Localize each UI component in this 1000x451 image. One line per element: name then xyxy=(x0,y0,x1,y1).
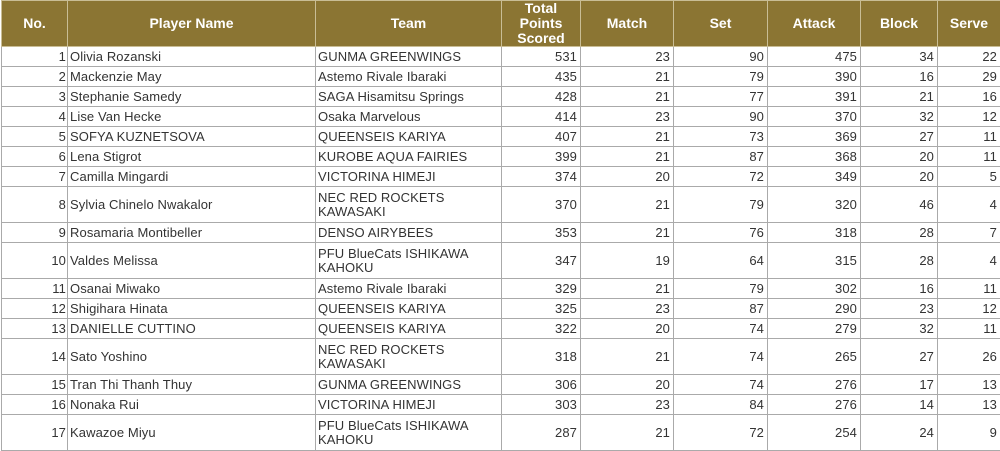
table-header xyxy=(2,1,1000,47)
set-cell: 74 xyxy=(674,339,768,375)
set-cell: 79 xyxy=(674,67,768,87)
table-row xyxy=(2,279,1000,299)
player-name-cell: SOFYA KUZNETSOVA xyxy=(68,127,316,147)
team-name-line: VICTORINA HIMEJI xyxy=(318,396,436,412)
attack-cell: 276 xyxy=(768,395,861,415)
block-cell: 34 xyxy=(861,47,938,67)
set-cell: 74 xyxy=(674,319,768,339)
block-cell: 32 xyxy=(861,319,938,339)
row-number: 17 xyxy=(2,415,68,451)
team-cell xyxy=(316,243,502,279)
team-name-line: KAHOKU xyxy=(318,259,374,275)
player-name-cell: Lena Stigrot xyxy=(68,147,316,167)
table-body xyxy=(2,47,1000,451)
header-block[interactable]: Block xyxy=(861,1,938,47)
serve-cell: 5 xyxy=(938,167,1000,187)
set-cell: 73 xyxy=(674,127,768,147)
serve-cell: 16 xyxy=(938,87,1000,107)
match-cell: 23 xyxy=(581,47,674,67)
player-name-cell: DANIELLE CUTTINO xyxy=(68,319,316,339)
attack-cell: 370 xyxy=(768,107,861,127)
attack-cell: 265 xyxy=(768,339,861,375)
total-points-cell: 353 xyxy=(502,223,581,243)
team-cell xyxy=(316,127,502,147)
player-name-cell: Kawazoe Miyu xyxy=(68,415,316,451)
table-row xyxy=(2,47,1000,67)
serve-cell: 22 xyxy=(938,47,1000,67)
table-row xyxy=(2,223,1000,243)
block-cell: 32 xyxy=(861,107,938,127)
serve-cell: 9 xyxy=(938,415,1000,451)
match-cell: 20 xyxy=(581,375,674,395)
team-name-line: SAGA Hisamitsu Springs xyxy=(318,88,464,104)
serve-cell: 7 xyxy=(938,223,1000,243)
team-cell xyxy=(316,279,502,299)
total-points-cell: 374 xyxy=(502,167,581,187)
player-name-cell: Tran Thi Thanh Thuy xyxy=(68,375,316,395)
match-cell: 23 xyxy=(581,299,674,319)
serve-cell: 4 xyxy=(938,243,1000,279)
total-points-cell: 435 xyxy=(502,67,581,87)
block-cell: 23 xyxy=(861,299,938,319)
player-name-cell: Camilla Mingardi xyxy=(68,167,316,187)
row-number: 8 xyxy=(2,187,68,223)
match-cell: 23 xyxy=(581,107,674,127)
total-points-cell: 414 xyxy=(502,107,581,127)
attack-cell: 315 xyxy=(768,243,861,279)
row-number: 3 xyxy=(2,87,68,107)
team-cell xyxy=(316,67,502,87)
block-cell: 16 xyxy=(861,279,938,299)
team-cell xyxy=(316,339,502,375)
total-points-cell: 287 xyxy=(502,415,581,451)
match-cell: 19 xyxy=(581,243,674,279)
attack-cell: 320 xyxy=(768,187,861,223)
attack-cell: 302 xyxy=(768,279,861,299)
header-no[interactable]: No. xyxy=(2,1,68,47)
serve-cell: 12 xyxy=(938,107,1000,127)
team-cell xyxy=(316,87,502,107)
set-cell: 87 xyxy=(674,299,768,319)
attack-cell: 290 xyxy=(768,299,861,319)
player-name-cell: Valdes Melissa xyxy=(68,243,316,279)
match-cell: 21 xyxy=(581,339,674,375)
serve-cell: 11 xyxy=(938,279,1000,299)
match-cell: 21 xyxy=(581,223,674,243)
team-cell xyxy=(316,299,502,319)
header-total-points-scored[interactable] xyxy=(502,1,581,47)
block-cell: 28 xyxy=(861,243,938,279)
table-row xyxy=(2,127,1000,147)
row-number: 4 xyxy=(2,107,68,127)
row-number: 2 xyxy=(2,67,68,87)
row-number: 12 xyxy=(2,299,68,319)
serve-cell: 12 xyxy=(938,299,1000,319)
set-cell: 90 xyxy=(674,107,768,127)
row-number: 16 xyxy=(2,395,68,415)
attack-cell: 369 xyxy=(768,127,861,147)
table-row xyxy=(2,67,1000,87)
match-cell: 21 xyxy=(581,147,674,167)
serve-cell: 11 xyxy=(938,147,1000,167)
player-name-cell: Olivia Rozanski xyxy=(68,47,316,67)
set-cell: 87 xyxy=(674,147,768,167)
header-team[interactable]: Team xyxy=(316,1,502,47)
block-cell: 14 xyxy=(861,395,938,415)
team-cell xyxy=(316,415,502,451)
row-number: 1 xyxy=(2,47,68,67)
table-row xyxy=(2,375,1000,395)
block-cell: 17 xyxy=(861,375,938,395)
team-name-line: GUNMA GREENWINGS xyxy=(318,48,462,64)
header-total-line1: Total xyxy=(524,0,558,16)
row-number: 7 xyxy=(2,167,68,187)
team-name-line: KAWASAKI xyxy=(318,203,386,219)
serve-cell: 26 xyxy=(938,339,1000,375)
team-name-line: KUROBE AQUA FAIRIES xyxy=(318,148,468,164)
serve-cell: 29 xyxy=(938,67,1000,87)
row-number: 11 xyxy=(2,279,68,299)
table-row xyxy=(2,319,1000,339)
team-name-line: KAWASAKI xyxy=(318,355,386,371)
total-points-cell: 399 xyxy=(502,147,581,167)
match-cell: 20 xyxy=(581,167,674,187)
table-row xyxy=(2,167,1000,187)
row-number: 5 xyxy=(2,127,68,147)
set-cell: 64 xyxy=(674,243,768,279)
set-cell: 79 xyxy=(674,187,768,223)
total-points-cell: 322 xyxy=(502,319,581,339)
header-total-line3: Scored xyxy=(517,30,565,46)
total-points-cell: 318 xyxy=(502,339,581,375)
match-cell: 21 xyxy=(581,279,674,299)
team-cell xyxy=(316,319,502,339)
player-name-cell: Osanai Miwako xyxy=(68,279,316,299)
set-cell: 84 xyxy=(674,395,768,415)
serve-cell: 11 xyxy=(938,319,1000,339)
attack-cell: 391 xyxy=(768,87,861,107)
team-name-line: Astemo Rivale Ibaraki xyxy=(318,280,447,296)
total-points-cell: 303 xyxy=(502,395,581,415)
table-row xyxy=(2,339,1000,375)
player-name-cell: Sato Yoshino xyxy=(68,339,316,375)
header-set[interactable]: Set xyxy=(674,1,768,47)
total-points-cell: 347 xyxy=(502,243,581,279)
table-row xyxy=(2,395,1000,415)
player-stats-table xyxy=(1,0,1000,451)
header-total-line2: Points xyxy=(519,15,563,31)
table-row xyxy=(2,107,1000,127)
attack-cell: 368 xyxy=(768,147,861,167)
row-number: 10 xyxy=(2,243,68,279)
match-cell: 23 xyxy=(581,395,674,415)
team-name-line: NEC RED ROCKETS xyxy=(318,341,445,357)
team-name-line: QUEENSEIS KARIYA xyxy=(318,300,446,316)
attack-cell: 475 xyxy=(768,47,861,67)
attack-cell: 279 xyxy=(768,319,861,339)
match-cell: 21 xyxy=(581,187,674,223)
set-cell: 90 xyxy=(674,47,768,67)
header-attack[interactable]: Attack xyxy=(768,1,861,47)
set-cell: 72 xyxy=(674,167,768,187)
team-cell xyxy=(316,395,502,415)
team-name-line: PFU BlueCats ISHIKAWA xyxy=(318,417,469,433)
attack-cell: 349 xyxy=(768,167,861,187)
header-match[interactable]: Match xyxy=(581,1,674,47)
block-cell: 28 xyxy=(861,223,938,243)
block-cell: 24 xyxy=(861,415,938,451)
header-serve[interactable]: Serve xyxy=(938,1,1000,47)
total-points-cell: 325 xyxy=(502,299,581,319)
block-cell: 16 xyxy=(861,67,938,87)
set-cell: 76 xyxy=(674,223,768,243)
attack-cell: 254 xyxy=(768,415,861,451)
match-cell: 21 xyxy=(581,87,674,107)
team-name-line: Astemo Rivale Ibaraki xyxy=(318,68,447,84)
total-points-cell: 407 xyxy=(502,127,581,147)
total-points-cell: 370 xyxy=(502,187,581,223)
table-row xyxy=(2,243,1000,279)
set-cell: 77 xyxy=(674,87,768,107)
team-name-line: VICTORINA HIMEJI xyxy=(318,168,436,184)
attack-cell: 390 xyxy=(768,67,861,87)
set-cell: 79 xyxy=(674,279,768,299)
player-name-cell: Sylvia Chinelo Nwakalor xyxy=(68,187,316,223)
team-cell xyxy=(316,223,502,243)
total-points-cell: 428 xyxy=(502,87,581,107)
match-cell: 21 xyxy=(581,127,674,147)
team-cell xyxy=(316,375,502,395)
player-name-cell: Nonaka Rui xyxy=(68,395,316,415)
table-row xyxy=(2,415,1000,451)
team-cell xyxy=(316,167,502,187)
team-cell xyxy=(316,187,502,223)
serve-cell: 13 xyxy=(938,395,1000,415)
block-cell: 21 xyxy=(861,87,938,107)
total-points-cell: 531 xyxy=(502,47,581,67)
row-number: 9 xyxy=(2,223,68,243)
total-points-cell: 329 xyxy=(502,279,581,299)
table-row xyxy=(2,299,1000,319)
block-cell: 27 xyxy=(861,127,938,147)
header-row xyxy=(2,1,1000,47)
table-row xyxy=(2,187,1000,223)
serve-cell: 11 xyxy=(938,127,1000,147)
team-name-line: Osaka Marvelous xyxy=(318,108,421,124)
match-cell: 20 xyxy=(581,319,674,339)
row-number: 15 xyxy=(2,375,68,395)
attack-cell: 276 xyxy=(768,375,861,395)
team-name-line: PFU BlueCats ISHIKAWA xyxy=(318,245,469,261)
row-number: 13 xyxy=(2,319,68,339)
serve-cell: 4 xyxy=(938,187,1000,223)
block-cell: 20 xyxy=(861,147,938,167)
block-cell: 27 xyxy=(861,339,938,375)
player-name-cell: Rosamaria Montibeller xyxy=(68,223,316,243)
attack-cell: 318 xyxy=(768,223,861,243)
player-name-cell: Stephanie Samedy xyxy=(68,87,316,107)
table-row xyxy=(2,87,1000,107)
total-points-cell: 306 xyxy=(502,375,581,395)
table-row xyxy=(2,147,1000,167)
team-cell xyxy=(316,147,502,167)
team-cell xyxy=(316,47,502,67)
player-name-cell: Lise Van Hecke xyxy=(68,107,316,127)
set-cell: 74 xyxy=(674,375,768,395)
team-name-line: DENSO AIRYBEES xyxy=(318,224,434,240)
block-cell: 20 xyxy=(861,167,938,187)
team-name-line: QUEENSEIS KARIYA xyxy=(318,320,446,336)
team-name-line: QUEENSEIS KARIYA xyxy=(318,128,446,144)
row-number: 14 xyxy=(2,339,68,375)
team-cell xyxy=(316,107,502,127)
team-name-line: NEC RED ROCKETS xyxy=(318,189,445,205)
player-name-cell: Shigihara Hinata xyxy=(68,299,316,319)
set-cell: 72 xyxy=(674,415,768,451)
row-number: 6 xyxy=(2,147,68,167)
header-player-name[interactable]: Player Name xyxy=(68,1,316,47)
team-name-line: GUNMA GREENWINGS xyxy=(318,376,462,392)
serve-cell: 13 xyxy=(938,375,1000,395)
block-cell: 46 xyxy=(861,187,938,223)
team-name-line: KAHOKU xyxy=(318,431,374,447)
player-name-cell: Mackenzie May xyxy=(68,67,316,87)
match-cell: 21 xyxy=(581,67,674,87)
match-cell: 21 xyxy=(581,415,674,451)
